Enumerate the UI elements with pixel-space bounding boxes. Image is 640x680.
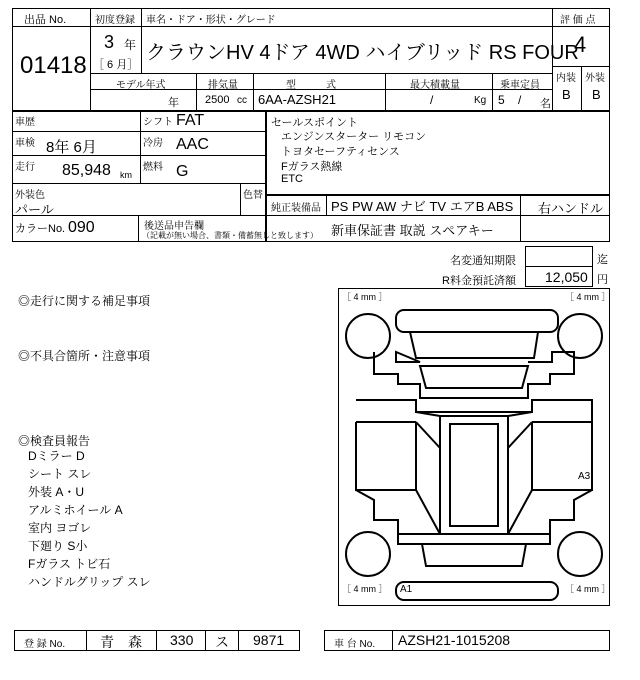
inspector-item: ハンドルグリップ スレ	[28, 575, 151, 589]
capacity-sep: /	[518, 93, 522, 107]
inspector-item: Dミラー D	[28, 449, 85, 463]
handle-position: 右ハンドル	[538, 201, 604, 216]
load-value: /	[430, 93, 434, 107]
kg-unit: Kg	[474, 95, 487, 106]
inspection-label: 車検	[15, 138, 35, 149]
reg-label: 初度登録	[95, 15, 135, 26]
warranty-items: 新車保証書 取説 スペアキー	[331, 223, 494, 238]
shift-label: シフト	[143, 117, 173, 128]
color-label: 外装色	[15, 190, 45, 201]
color-no-label: カラーNo.	[15, 223, 66, 235]
inspector-item: アルミホイール A	[28, 503, 123, 517]
km-unit: km	[120, 170, 132, 180]
recycle-unit: 円	[597, 274, 608, 286]
reg-number: 9871	[253, 632, 285, 648]
mileage-label: 走行	[15, 162, 35, 173]
interior-grade: B	[562, 87, 571, 102]
supplement-title: ◎走行に関する補足事項	[18, 294, 151, 308]
type-label: 型 式	[286, 80, 336, 91]
notice-box	[525, 246, 593, 267]
sales-label: セールスポイント	[271, 117, 359, 129]
sales-point-4: ETC	[281, 173, 303, 185]
model-year-label: モデル年式	[116, 80, 166, 91]
color-no: 090	[68, 219, 95, 236]
model-type: 6AA-AZSH21	[258, 92, 337, 107]
model-year-unit: 年	[168, 97, 179, 109]
fuel-label: 燃料	[143, 162, 163, 173]
exterior-grade: B	[592, 87, 601, 102]
reg-no-label: 登 録 No.	[24, 639, 66, 650]
cc-unit: cc	[237, 95, 247, 106]
sales-point-1: エンジンスターター リモコン	[281, 131, 427, 143]
capacity-unit: 名	[540, 98, 551, 110]
color-value: パール	[15, 202, 54, 217]
load-label: 最大積載量	[410, 80, 460, 91]
inspector-item: 外装 A・U	[28, 485, 85, 499]
cooling-value: AAC	[176, 136, 209, 153]
car-outline-diagram	[338, 288, 610, 606]
inspector-title: ◎検査員報告	[18, 434, 91, 448]
overall-grade: 4	[574, 32, 587, 57]
capacity-label: 乗車定員	[500, 80, 540, 91]
recycle-label: R料金預託済額	[442, 275, 516, 287]
equipment-list: PS PW AW ナビ TV エアB ABS	[331, 199, 514, 214]
inspector-item: 室内 ヨゴレ	[28, 521, 92, 535]
chassis-label: 車 台 No.	[334, 639, 376, 650]
inspector-item: Fガラス トビ石	[28, 557, 111, 571]
tire-rr: ［ 4 mm ］	[565, 584, 611, 594]
lot-number: 01418	[20, 52, 87, 79]
tire-fr: ［ 4 mm ］	[565, 292, 611, 302]
cooling-label: 冷房	[143, 138, 163, 149]
reg-region: 青 森	[100, 634, 142, 650]
name-label: 車名・ドア・形状・グレード	[146, 15, 276, 26]
doc-note: （記載が無い場合、書類・備蓄無しと致します）	[142, 231, 318, 240]
chassis-number: AZSH21-1015208	[398, 632, 511, 648]
shift-value: FAT	[176, 112, 205, 129]
notice-label: 名変通知期限	[450, 255, 516, 267]
lot-label: 出品 No.	[24, 14, 67, 26]
reg-kana: ス	[215, 634, 229, 650]
inspection-value: 8年 6月	[46, 139, 97, 156]
fuel-value: G	[176, 163, 189, 180]
reg-month: ［ 6 月］	[93, 59, 139, 71]
mark-a3: A3	[578, 471, 591, 482]
mileage-value: 85,948	[62, 162, 111, 179]
capacity-value: 5	[498, 93, 505, 107]
notice-unit: 迄	[597, 254, 608, 266]
reg-class: 330	[170, 632, 194, 648]
defect-title: ◎不具合箇所・注意事項	[18, 349, 151, 363]
sales-point-2: トヨタセーフティセンス	[281, 146, 400, 158]
reg-year: 3	[104, 32, 115, 52]
recycle-value: 12,050	[545, 269, 588, 285]
exterior-label: 外装	[585, 73, 605, 84]
tire-fl: ［ 4 mm ］	[342, 292, 388, 302]
history-label: 車歴	[15, 117, 35, 128]
tire-rl: ［ 4 mm ］	[342, 584, 388, 594]
sales-point-3: Fガラス熱線	[281, 161, 343, 173]
displacement: 2500	[205, 94, 230, 106]
interior-label: 内装	[556, 73, 576, 84]
recolor-label: 色替	[243, 190, 263, 201]
year-unit: 年	[124, 38, 137, 52]
mark-a1: A1	[400, 584, 413, 595]
equip-label: 純正装備品	[271, 203, 321, 214]
displacement-label: 排気量	[208, 80, 238, 91]
car-name: クラウンHV 4ドア 4WD ハイブリッド RS FOUR	[146, 42, 579, 64]
inspector-item: シート スレ	[28, 467, 92, 481]
doc-label: 後送品申告欄	[144, 221, 204, 232]
grade-label: 評 価 点	[560, 15, 596, 26]
inspector-item: 下廻り S小	[28, 539, 88, 553]
